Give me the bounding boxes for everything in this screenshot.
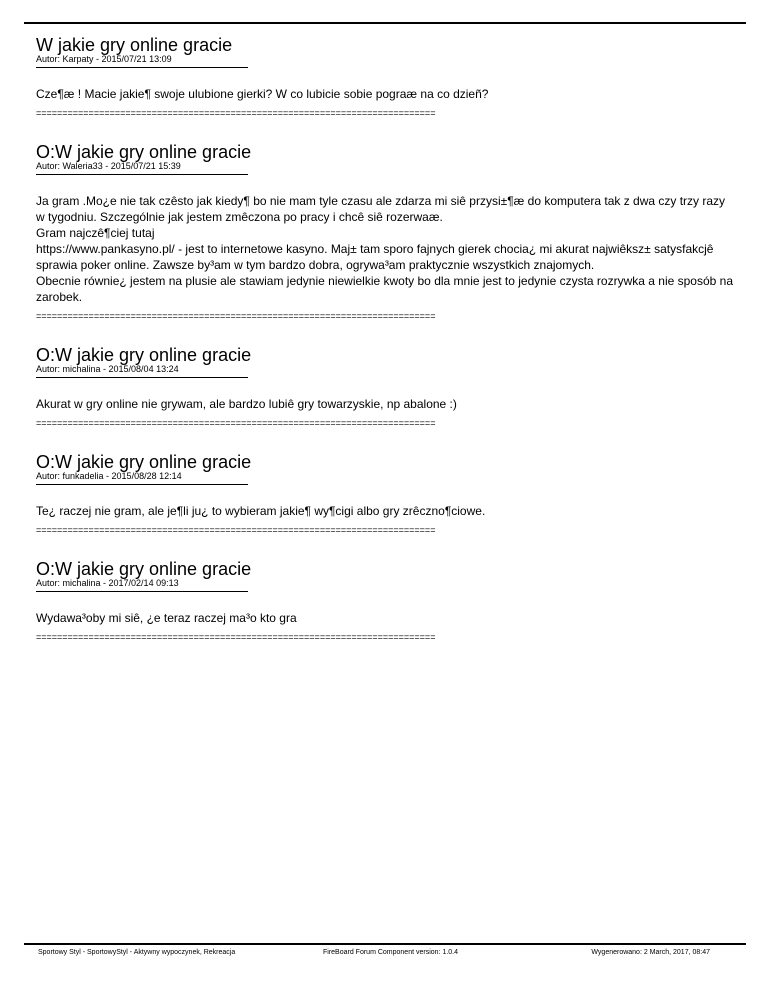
thread-content xyxy=(36,36,736,642)
post-body: Ja gram .Mo¿e nie tak czêsto jak kiedy¶ bo nie mam tyle czasu ale zdarza mi siê przysi±¶æ do komputera tak z dwa czy trzy razy w tygodniu. Szczególnie jak jestem zmêczona po pracy i chcê siê rozerwaæ. Gram najczê¶ciej tutaj https://www.pankasyno.pl/ - jest to internetowe kasyno. Maj± tam sporo fajnych gierek chocia¿ mi akurat najwiêksz± satysfakcjê sprawia poker online. Zawsze by³am w tym bardzo dobra, ogrywa³am praktycznie wszystkich znajomych. Obecnie równie¿ jestem na plusie ale stawiam jedynie niewielkie kwoty bo dla mnie jest to jedynie czysta rozrywka a nie sposób na zarobek. xyxy=(36,194,734,304)
post xyxy=(36,36,736,118)
post-title: O:W jakie gry online gracie xyxy=(36,559,252,579)
post-title: O:W jakie gry online gracie xyxy=(36,452,252,472)
post-body: Akurat w gry online nie grywam, ale bardzo lubiê gry towarzyskie, np abalone :) xyxy=(36,397,457,411)
post xyxy=(36,560,736,642)
footer-component-version: FireBoard Forum Component version: 1.0.4 xyxy=(323,949,459,956)
post-separator: ============================================================================ xyxy=(36,525,436,535)
post-meta: Autor: Karpaty - 2015/07/21 13:09 xyxy=(36,54,248,68)
post-body: Wydawa³oby mi siê, ¿e teraz raczej ma³o kto gra xyxy=(36,611,297,625)
post xyxy=(36,453,736,535)
footer-rule xyxy=(24,943,746,945)
top-rule xyxy=(24,22,746,24)
post-separator: ============================================================================ xyxy=(36,418,436,428)
post-separator: ============================================================================ xyxy=(36,632,436,642)
post-separator: ============================================================================ xyxy=(36,108,436,118)
post-meta: Autor: michalina - 2015/08/04 13:24 xyxy=(36,364,248,378)
post-title: W jakie gry online gracie xyxy=(36,35,233,55)
footer-site-name: Sportowy Styl - SportowyStyl - Aktywny wypoczynek, Rekreacja xyxy=(38,949,236,956)
post-meta: Autor: funkadelia - 2015/08/28 12:14 xyxy=(36,471,248,485)
post-title: O:W jakie gry online gracie xyxy=(36,345,252,365)
post-body: Te¿ raczej nie gram, ale je¶li ju¿ to wybieram jakie¶ wy¶cigi albo gry zrêczno¶ciowe. xyxy=(36,504,486,518)
footer-generated-date: Wygenerowano: 2 March, 2017, 08:47 xyxy=(591,949,710,956)
post-title: O:W jakie gry online gracie xyxy=(36,142,252,162)
post-meta: Autor: Waleria33 - 2015/07/21 15:39 xyxy=(36,161,248,175)
post-meta: Autor: michalina - 2017/02/14 09:13 xyxy=(36,578,248,592)
post-separator: ============================================================================ xyxy=(36,311,436,321)
post xyxy=(36,346,736,428)
post-body: Cze¶æ ! Macie jakie¶ swoje ulubione gierki? W co lubicie sobie pograæ na co dzieñ? xyxy=(36,87,489,101)
post xyxy=(36,143,736,321)
